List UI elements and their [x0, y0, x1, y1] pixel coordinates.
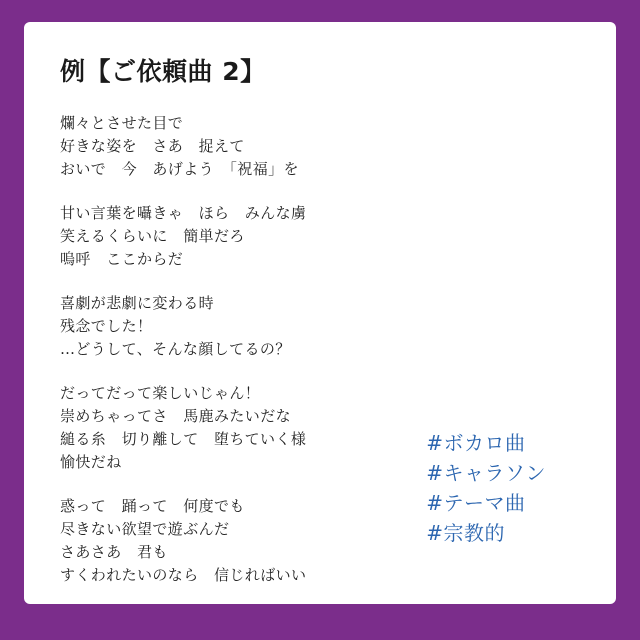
hashtag-item: #テーマ曲 [426, 491, 526, 515]
lyrics-stanza [60, 292, 588, 361]
lyrics-line: …どうして、そんな顔してるの？ [60, 340, 291, 358]
lyrics-line: だってだって楽しいじゃん！ [60, 384, 261, 402]
lyrics-line: おいで 今 あげよう 「祝福」を [60, 160, 299, 178]
lyrics-line: 残念でした！ [60, 317, 153, 335]
lyrics-line: すくわれたいのなら 信じればいい [60, 566, 307, 584]
lyrics-line: 惑って 踊って 何度でも [60, 497, 245, 515]
lyrics-card [24, 22, 616, 604]
lyrics-stanza [60, 112, 588, 181]
lyrics-stanza [60, 202, 588, 271]
lyrics-line: 甘い言葉を囁きゃ ほら みんな虜 [60, 204, 307, 222]
lyrics-line: 爛々とさせた目で [60, 114, 184, 132]
hashtag-list [426, 428, 546, 548]
lyrics-line: 嗚呼 ここからだ [60, 250, 184, 268]
lyrics-line: 縋る糸 切り離して 堕ちていく様 [60, 430, 307, 448]
lyrics-line: 愉快だね [60, 453, 122, 471]
card-content [60, 52, 588, 584]
lyrics-line: さあさあ 君も [60, 543, 168, 561]
hashtag-item: #ボカロ曲 [426, 431, 526, 455]
lyrics-line: 笑えるくらいに 簡単だろ [60, 227, 245, 245]
lyrics-line: 崇めちゃってさ 馬鹿みたいだな [60, 407, 292, 425]
lyrics-line: 好きな姿を さあ 捉えて [60, 137, 245, 155]
lyrics-line: 喜劇が悲劇に変わる時 [60, 294, 215, 312]
hashtag-item: #キャラソン [426, 461, 546, 485]
hashtag-item: #宗教的 [426, 521, 505, 545]
lyrics-line: 尽きない欲望で遊ぶんだ [60, 520, 230, 538]
page-title: 例【ご依頼曲 2】 [60, 57, 266, 86]
